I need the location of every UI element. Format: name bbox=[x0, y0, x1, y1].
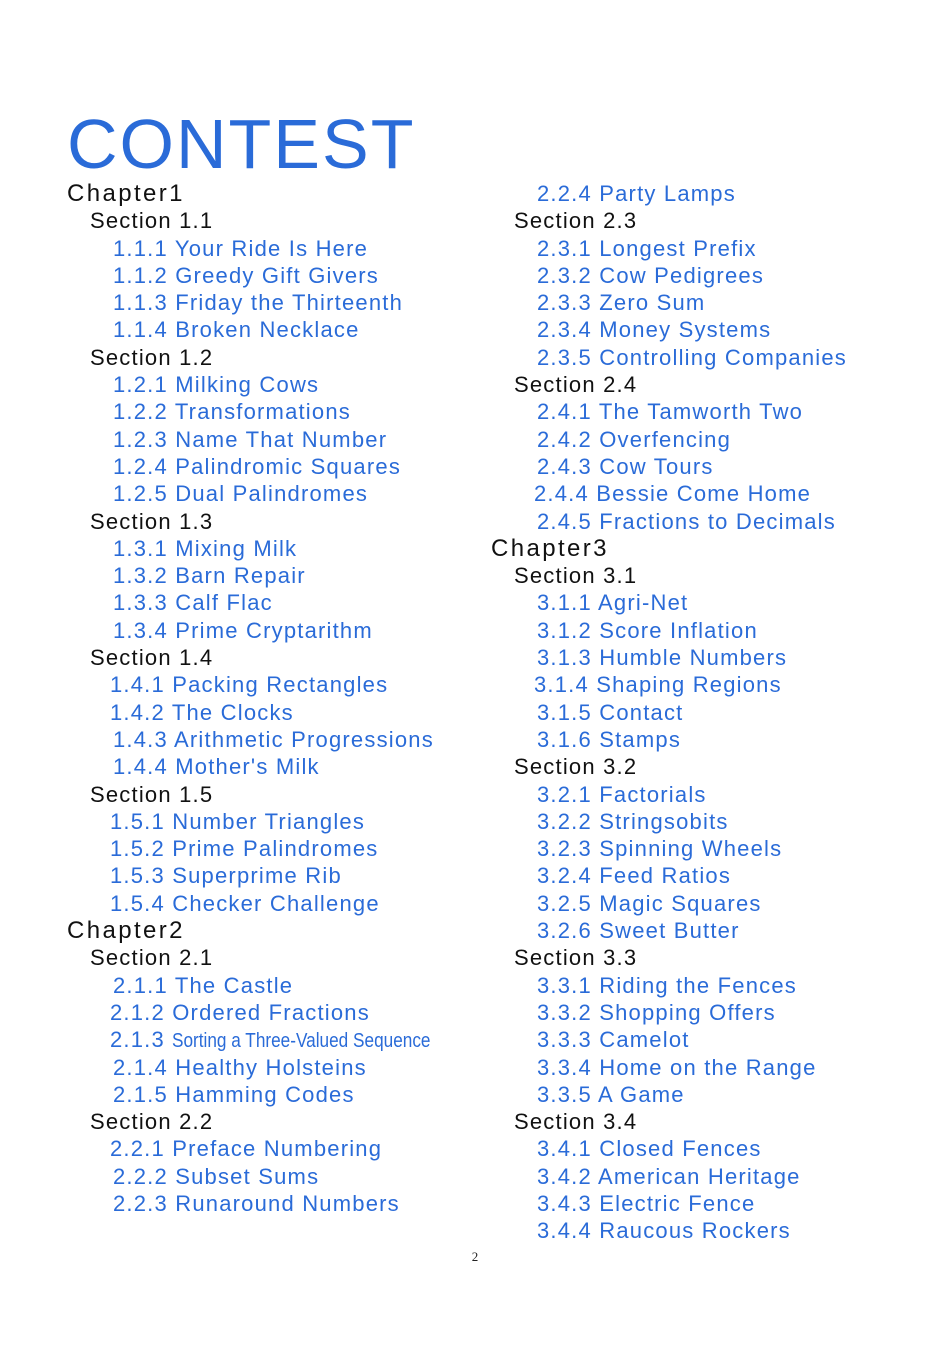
toc-entry-3-1-6[interactable]: 3.1.6 Stamps bbox=[537, 726, 682, 752]
toc-entry-2-3-5[interactable]: 2.3.5 Controlling Companies bbox=[537, 344, 847, 370]
toc-entry-3-3-3[interactable]: 3.3.3 Camelot bbox=[537, 1027, 690, 1053]
toc-entry-2-4-2[interactable]: 2.4.2 Overfencing bbox=[537, 426, 732, 452]
toc-entry-1-1-4[interactable]: 1.1.4 Broken Necklace bbox=[113, 317, 360, 343]
toc-entry-number: 2.1.3 bbox=[110, 1027, 173, 1053]
toc-entry-3-3-2[interactable]: 3.3.2 Shopping Offers bbox=[537, 999, 776, 1025]
toc-entry-2-4-1[interactable]: 2.4.1 The Tamworth Two bbox=[537, 399, 804, 425]
section-heading-section-1-2: Section 1.2 bbox=[90, 344, 214, 370]
toc-entry-3-4-2[interactable]: 3.4.2 American Heritage bbox=[537, 1163, 801, 1189]
page-number: 2 bbox=[471, 1249, 479, 1264]
toc-entry-2-3-3[interactable]: 2.3.3 Zero Sum bbox=[537, 290, 706, 316]
toc-entry-2-2-4[interactable]: 2.2.4 Party Lamps bbox=[537, 181, 736, 206]
toc-entry-1-2-3[interactable]: 1.2.3 Name That Number bbox=[113, 426, 388, 452]
toc-entry-3-2-4[interactable]: 3.2.4 Feed Ratios bbox=[537, 863, 732, 889]
toc-entry-3-3-5[interactable]: 3.3.5 A Game bbox=[537, 1081, 685, 1107]
toc-entry-2-4-5[interactable]: 2.4.5 Fractions to Decimals bbox=[537, 508, 836, 534]
toc-entry-2-3-2[interactable]: 2.3.2 Cow Pedigrees bbox=[537, 262, 765, 288]
toc-entry-2-4-4[interactable]: 2.4.4 Bessie Come Home bbox=[534, 481, 812, 507]
toc-entry-1-3-1[interactable]: 1.3.1 Mixing Milk bbox=[113, 535, 298, 561]
toc-entry-2-1-2[interactable]: 2.1.2 Ordered Fractions bbox=[110, 999, 370, 1025]
toc-entry-1-5-4[interactable]: 1.5.4 Checker Challenge bbox=[110, 890, 380, 916]
toc-entry-3-1-3[interactable]: 3.1.3 Humble Numbers bbox=[537, 645, 788, 671]
toc-entry-2-2-3[interactable]: 2.2.3 Runaround Numbers bbox=[113, 1190, 400, 1216]
toc-entry-2-4-3[interactable]: 2.4.3 Cow Tours bbox=[537, 453, 714, 479]
toc-entry-2-3-1[interactable]: 2.3.1 Longest Prefix bbox=[537, 235, 757, 261]
toc-entry-1-1-2[interactable]: 1.1.2 Greedy Gift Givers bbox=[113, 262, 379, 288]
toc-entry-1-2-1[interactable]: 1.2.1 Milking Cows bbox=[113, 372, 320, 398]
toc-entry-title: Sorting a Three-Valued Sequence bbox=[172, 1030, 431, 1053]
toc-entry-3-2-5[interactable]: 3.2.5 Magic Squares bbox=[537, 890, 762, 916]
toc-entry-3-4-4[interactable]: 3.4.4 Raucous Rockers bbox=[537, 1218, 791, 1244]
toc-entry-3-1-5[interactable]: 3.1.5 Contact bbox=[537, 699, 684, 725]
section-heading-section-1-1: Section 1.1 bbox=[90, 208, 214, 234]
toc-entry-2-1-4[interactable]: 2.1.4 Healthy Holsteins bbox=[113, 1054, 367, 1080]
toc-entry-2-2-1[interactable]: 2.2.1 Preface Numbering bbox=[110, 1136, 383, 1162]
toc-entry-2-2-2[interactable]: 2.2.2 Subset Sums bbox=[113, 1163, 320, 1189]
section-heading-section-3-3: Section 3.3 bbox=[514, 945, 638, 971]
toc-entry-2-1-5[interactable]: 2.1.5 Hamming Codes bbox=[113, 1081, 355, 1107]
toc-entry-3-2-3[interactable]: 3.2.3 Spinning Wheels bbox=[537, 836, 783, 862]
toc-entry-1-2-5[interactable]: 1.2.5 Dual Palindromes bbox=[113, 481, 369, 507]
toc-entry-2-1-3[interactable] bbox=[67, 1026, 473, 1053]
section-heading-section-3-2: Section 3.2 bbox=[514, 754, 638, 780]
toc-entry-3-1-2[interactable]: 3.1.2 Score Inflation bbox=[537, 617, 758, 643]
section-heading-section-3-1: Section 3.1 bbox=[514, 563, 638, 589]
toc-column-left bbox=[67, 180, 473, 1217]
section-heading-section-2-1: Section 2.1 bbox=[90, 945, 214, 971]
toc-entry-1-2-2[interactable]: 1.2.2 Transformations bbox=[113, 399, 351, 425]
chapter-heading-chapter2: Chapter2 bbox=[67, 917, 185, 945]
toc-entry-3-1-4[interactable]: 3.1.4 Shaping Regions bbox=[534, 672, 782, 698]
toc-entry-1-3-2[interactable]: 1.3.2 Barn Repair bbox=[113, 563, 306, 589]
toc-entry-3-2-6[interactable]: 3.2.6 Sweet Butter bbox=[537, 918, 740, 944]
toc-entry-1-1-1[interactable]: 1.1.1 Your Ride Is Here bbox=[113, 235, 369, 261]
toc-entry-3-4-1[interactable]: 3.4.1 Closed Fences bbox=[537, 1136, 762, 1162]
section-heading-section-3-4: Section 3.4 bbox=[514, 1109, 638, 1135]
section-heading-section-2-3: Section 2.3 bbox=[514, 208, 638, 234]
chapter-heading-chapter1: Chapter1 bbox=[67, 180, 185, 207]
toc-entry-1-2-4[interactable]: 1.2.4 Palindromic Squares bbox=[113, 453, 402, 479]
toc-entry-2-3-4[interactable]: 2.3.4 Money Systems bbox=[537, 317, 772, 343]
toc-entry-1-4-1[interactable]: 1.4.1 Packing Rectangles bbox=[110, 672, 389, 698]
toc-entry-3-2-2[interactable]: 3.2.2 Stringsobits bbox=[537, 808, 729, 834]
toc-entry-1-5-3[interactable]: 1.5.3 Superprime Rib bbox=[110, 863, 342, 889]
section-heading-section-1-4: Section 1.4 bbox=[90, 645, 214, 671]
page-title: CONTEST bbox=[67, 105, 416, 183]
toc-entry-3-4-3[interactable]: 3.4.3 Electric Fence bbox=[537, 1190, 756, 1216]
section-heading-section-1-3: Section 1.3 bbox=[90, 508, 214, 534]
toc-entry-1-4-3[interactable]: 1.4.3 Arithmetic Progressions bbox=[113, 726, 434, 752]
toc-entry-1-5-2[interactable]: 1.5.2 Prime Palindromes bbox=[110, 836, 379, 862]
chapter-heading-chapter3: Chapter3 bbox=[491, 534, 609, 562]
toc-column-right bbox=[491, 180, 847, 1245]
section-heading-section-2-2: Section 2.2 bbox=[90, 1109, 214, 1135]
toc-entry-1-5-1[interactable]: 1.5.1 Number Triangles bbox=[110, 808, 366, 834]
toc-entry-3-3-1[interactable]: 3.3.1 Riding the Fences bbox=[537, 972, 797, 998]
toc-entry-1-4-2[interactable]: 1.4.2 The Clocks bbox=[110, 699, 294, 725]
section-heading-section-1-5: Section 1.5 bbox=[90, 781, 214, 807]
toc-entry-3-3-4[interactable]: 3.3.4 Home on the Range bbox=[537, 1054, 817, 1080]
section-heading-section-2-4: Section 2.4 bbox=[514, 372, 638, 398]
toc-entry-1-3-3[interactable]: 1.3.3 Calf Flac bbox=[113, 590, 273, 616]
toc-entry-1-1-3[interactable]: 1.1.3 Friday the Thirteenth bbox=[113, 290, 404, 316]
toc-entry-1-3-4[interactable]: 1.3.4 Prime Cryptarithm bbox=[113, 617, 373, 643]
toc-entry-1-4-4[interactable]: 1.4.4 Mother's Milk bbox=[113, 754, 320, 780]
toc-entry-3-1-1[interactable]: 3.1.1 Agri-Net bbox=[537, 590, 689, 616]
toc-entry-3-2-1[interactable]: 3.2.1 Factorials bbox=[537, 781, 707, 807]
toc-entry-2-1-1[interactable]: 2.1.1 The Castle bbox=[113, 972, 294, 998]
